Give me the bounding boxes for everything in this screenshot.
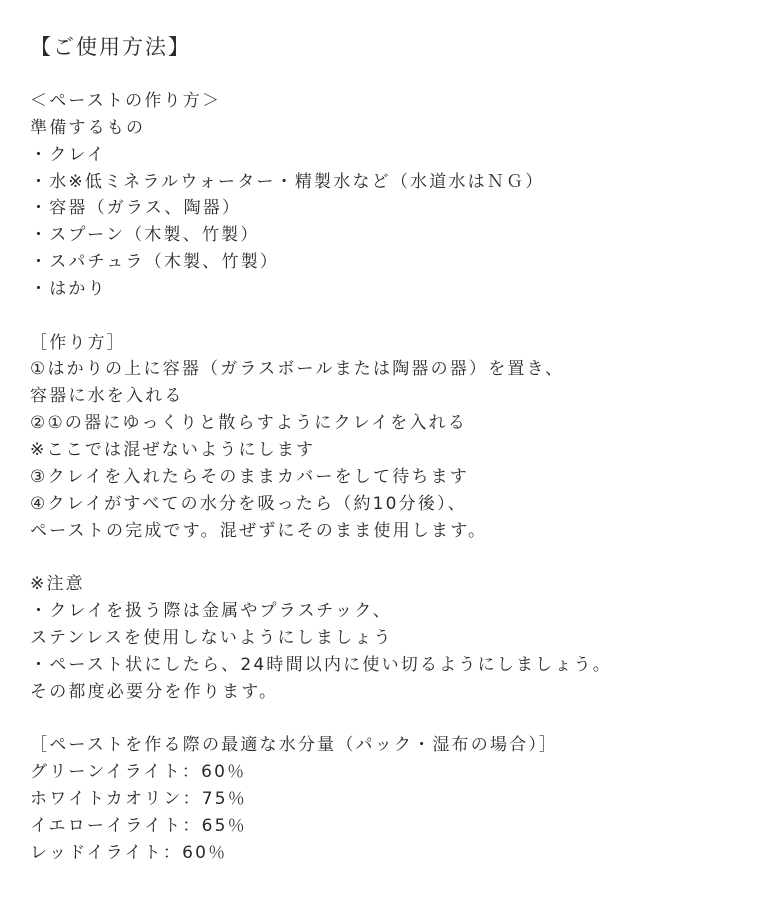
section-heading-water-ratio: ［ペーストを作る際の最適な水分量（パック・湿布の場合）］ <box>30 735 559 756</box>
method-step-4: ④クレイがすべての水分を吸ったら（約10分後）、 <box>30 493 467 514</box>
list-item-scale: ・はかり <box>30 278 107 299</box>
page-title: 【ご使用方法】 <box>30 35 191 59</box>
caution-line-4: その都度必要分を作ります。 <box>30 681 279 702</box>
needs-label: 準備するもの <box>30 117 146 138</box>
method-step-2: ②①の器にゆっくりと散らすようにクレイを入れる <box>30 413 468 434</box>
method-step-1-cont: 容器に水を入れる <box>30 386 184 407</box>
section-heading-method: ［作り方］ <box>30 332 126 353</box>
caution-line-3: ・ペースト状にしたら、24時間以内に使い切るようにしましょう。 <box>30 654 612 675</box>
section-heading-paste: ＜ペーストの作り方＞ <box>30 91 222 111</box>
method-step-4-cont: ペーストの完成です。混ぜずにそのまま使用します。 <box>30 520 488 541</box>
water-ratio-yellow-illite: イエローイライト：65％ <box>30 815 247 836</box>
section-spacer <box>30 303 760 330</box>
section-spacer <box>30 705 760 732</box>
paste-preparation-section <box>30 88 760 303</box>
caution-line-1: ・クレイを扱う際は金属やプラスチック、 <box>30 601 392 622</box>
method-step-1: ①はかりの上に容器（ガラスボールまたは陶器の器）を置き、 <box>30 359 565 380</box>
method-section <box>30 330 760 545</box>
list-item-spoon: ・スプーン（木製、竹製） <box>30 225 260 246</box>
list-item-container: ・容器（ガラス、陶器） <box>30 198 242 219</box>
method-step-2-note: ※ここでは混ぜないようにします <box>30 439 316 460</box>
list-item-clay: ・クレイ <box>30 144 106 165</box>
section-heading-caution: ※注意 <box>30 574 85 595</box>
water-ratio-green-illite: グリーンイライト：60％ <box>30 762 247 783</box>
usage-document <box>30 30 760 866</box>
water-ratio-red-illite: レッドイライト：60％ <box>30 842 228 863</box>
section-spacer <box>30 544 760 571</box>
list-item-water: ・水※低ミネラルウォーター・精製水など（水道水はＮＧ） <box>30 171 545 192</box>
caution-line-2: ステンレスを使用しないようにしましょう <box>30 627 393 648</box>
list-item-spatula: ・スパチュラ（木製、竹製） <box>30 252 280 273</box>
water-ratio-white-kaolin: ホワイトカオリン：75％ <box>30 788 248 809</box>
caution-section <box>30 571 760 705</box>
water-ratio-section <box>30 732 760 866</box>
method-step-3: ③クレイを入れたらそのままカバーをして待ちます <box>30 466 469 487</box>
